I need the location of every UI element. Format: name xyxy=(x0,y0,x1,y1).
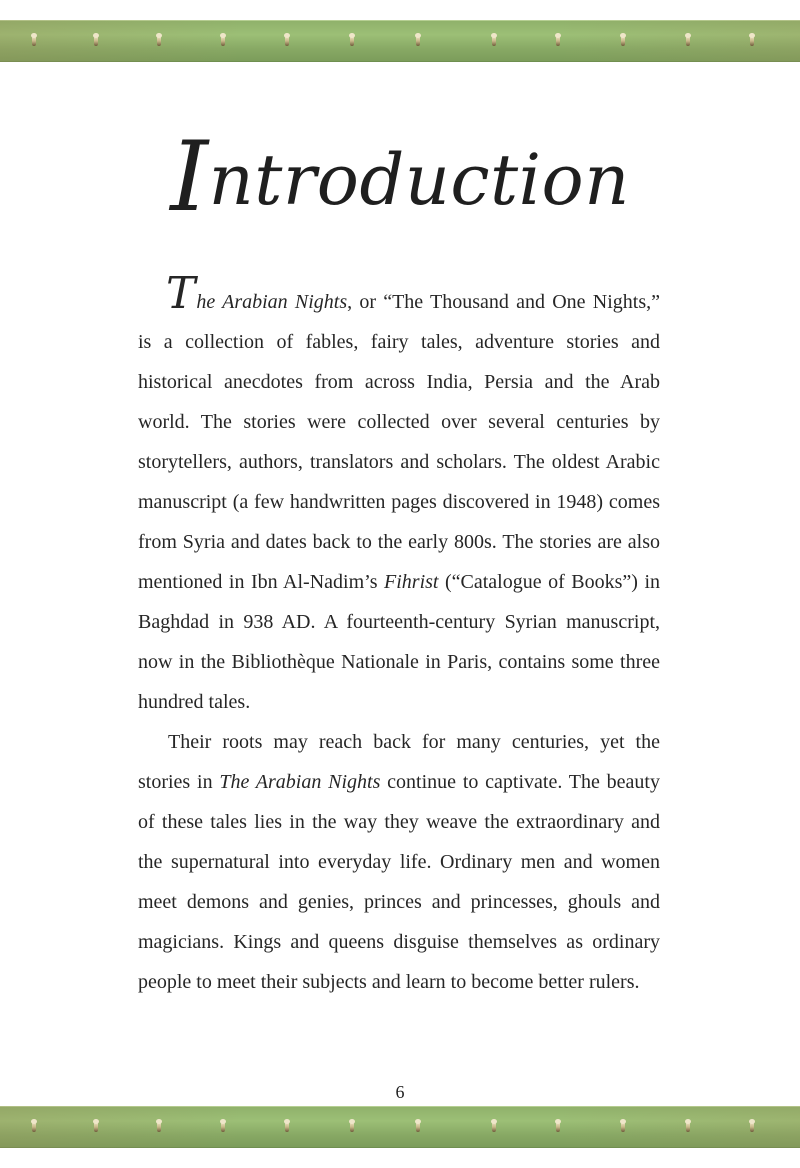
border-stud-ornament xyxy=(621,36,625,46)
border-stud-ornament xyxy=(416,36,420,46)
italic-book-title: The Arabian Nights xyxy=(219,771,381,793)
paragraph-2-text-a: Their roots may reach back for many centuries, yet the stories in xyxy=(138,731,660,793)
title-initial: I xyxy=(170,121,209,233)
border-stud-ornament xyxy=(686,36,690,46)
border-stud-ornament xyxy=(221,1122,225,1132)
top-decorative-border xyxy=(0,20,800,62)
paragraph-1 xyxy=(138,268,660,722)
paragraph-2 xyxy=(138,722,660,1002)
italic-book-title: Fihrist xyxy=(384,571,439,593)
border-stud-ornament xyxy=(94,36,98,46)
border-stud-ornament xyxy=(285,36,289,46)
border-sheen xyxy=(0,1106,800,1148)
border-stud-ornament xyxy=(416,1122,420,1132)
bottom-decorative-border xyxy=(0,1106,800,1148)
border-stud-ornament xyxy=(492,36,496,46)
paragraph-1-text-b: (“Catalogue of Books”) in Baghdad in 938 AD. A fourteenth-century Syrian manuscript, now in the Bibliothèque Nationale in Paris, contains some three hundred tales. xyxy=(138,571,660,713)
border-stud-ornament xyxy=(750,1122,754,1132)
border-stud-ornament xyxy=(350,36,354,46)
border-stud-ornament xyxy=(350,1122,354,1132)
border-stud-ornament xyxy=(32,1122,36,1132)
border-stud-ornament xyxy=(621,1122,625,1132)
drop-cap: T xyxy=(166,268,196,319)
border-stud-ornament xyxy=(556,1122,560,1132)
border-stud-ornament xyxy=(32,36,36,46)
body-text xyxy=(138,268,660,1002)
border-stud-ornament xyxy=(94,1122,98,1132)
border-stud-ornament xyxy=(686,1122,690,1132)
paragraph-2-text-b: continue to captivate. The beauty of these tales lies in the way they weave the extraordinary and the supernatural into everyday life. Ordinary men and women meet demons and genies, princes and princesses, ghouls and magicians. Kings and queens disguise themselves as ordinary people to meet their subjects and learn to become better rulers. xyxy=(138,771,660,993)
border-stud-ornament xyxy=(492,1122,496,1132)
page-title xyxy=(0,115,800,233)
page-number: 6 xyxy=(395,1082,405,1102)
border-stud-ornament xyxy=(157,36,161,46)
border-sheen xyxy=(0,20,800,62)
border-stud-ornament xyxy=(221,36,225,46)
border-stud-ornament xyxy=(556,36,560,46)
lead-italic-title: he Arabian Nights xyxy=(196,291,348,313)
paragraph-1-text-a: , or “The Thousand and One Nights,” is a collection of fables, fairy tales, adventure stories and historical anecdotes from across India, Persia and the Arab world. The stories were collected over several centuries by storytellers, authors, translators and scholars. The oldest Arabic manuscript (a few handwritten pages discovered in 1948) comes from Syria and dates back to the early 800s. The stories are also mentioned in Ibn Al-Nadim’s xyxy=(138,291,660,593)
border-stud-ornament xyxy=(285,1122,289,1132)
border-stud-ornament xyxy=(750,36,754,46)
title-rest: ntroduction xyxy=(208,139,630,221)
border-stud-ornament xyxy=(157,1122,161,1132)
